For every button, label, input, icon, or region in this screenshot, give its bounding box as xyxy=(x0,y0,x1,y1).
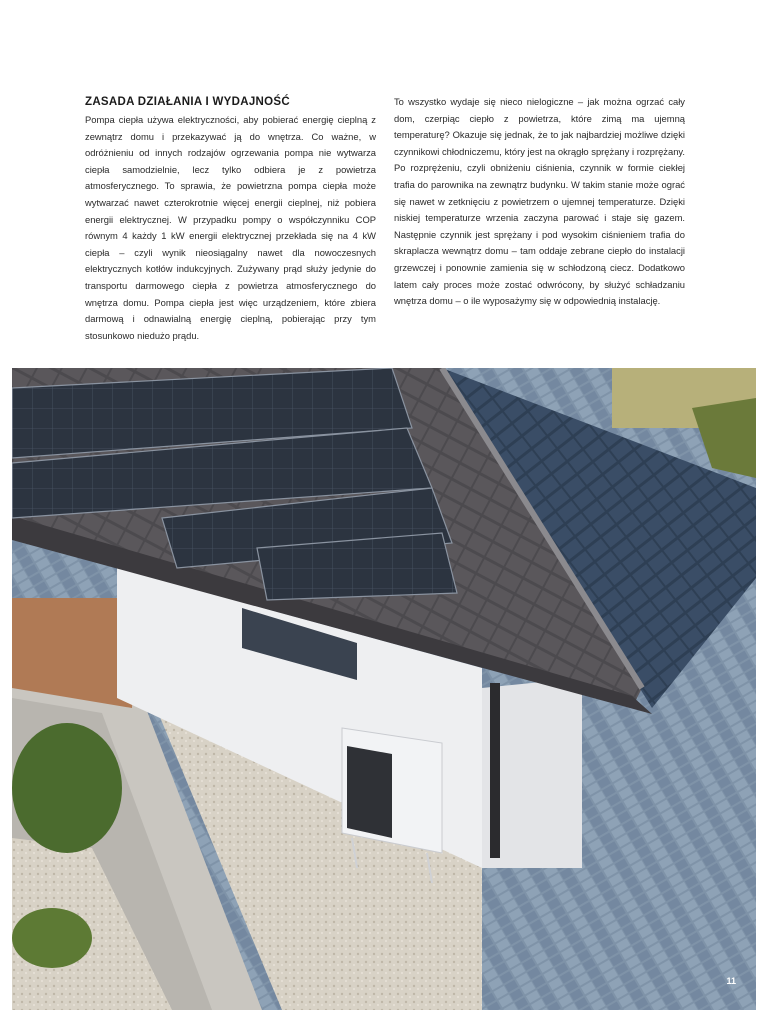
text-column-right xyxy=(394,94,685,349)
house-illustration xyxy=(12,368,756,1010)
section-heading: ZASADA DZIAŁANIA I WYDAJNOŚĆ xyxy=(85,96,290,108)
paragraph-left: Pompa ciepła używa elektryczności, aby pobierać energię cieplną z zewnątrz domu i przekazywać ją do wnętrza. Co ważne, w odróżnieniu od innych rodzajów ogrzewania pompa nie wytwarza ciepła samodzielnie, lecz tylko odbiera je z powietrza atmosferycznego. To sprawia, że powietrzna pompa ciepła może wytwarzać nawet czterokrotnie więcej energii cieplnej, niż pobiera energii elektrycznej. W przypadku pompy o współczynniku COP równym 4 każdy 1 kW energii elektrycznej przekłada się na 4 kW ciepła – czyli wynik nieosiągalny nawet dla nowoczesnych elektrycznych kotłów indukcyjnych. Zużywany prąd służy jedynie do transportu darmowego ciepła z powietrza atmosferycznego do wnętrza domu. Pompa ciepła jest więc urządzeniem, które zbiera darmową i odnawialną energię cieplną, pobierając przy tym stosunkowo niedużo prądu. xyxy=(85,114,376,341)
paragraph-right: To wszystko wydaje się nieco nielogiczne – jak można ogrzać cały dom, czerpiąc ciepło z powietrza, które zimą ma ujemną temperaturę? Okazuje się jednak, że to jak najbardziej możliwe dzięki czynnikowi chłodniczemu, który jest na okrągło sprężany i rozprężany. Po rozprężeniu, czyli obniżeniu ciśnienia, czynnik w formie ciekłej trafia do parownika na zewnątrz budynku. W takim stanie może ograć się nawet w zetknięciu z powietrzem o ujemnej temperaturze. Dzięki niskiej temperaturze wrzenia zaczyna parować i staje się gazem. Następnie czynnik jest sprężany i pod wysokim ciśnieniem trafia do skraplacza wewnątrz domu – tam oddaje zebrane ciepło do instalacji grzewczej i ponownie zamienia się w schłodzoną ciecz. Dodatkowo latem cały proces może zostać odwrócony, by służyć schładzaniu wnętrza domu – o ile wyposażymy się w odpowiednią instalację. xyxy=(394,96,685,307)
text-column-left xyxy=(85,94,376,349)
page-number: 11 xyxy=(726,976,736,986)
article-text xyxy=(85,94,685,349)
house-photo xyxy=(12,368,756,1010)
